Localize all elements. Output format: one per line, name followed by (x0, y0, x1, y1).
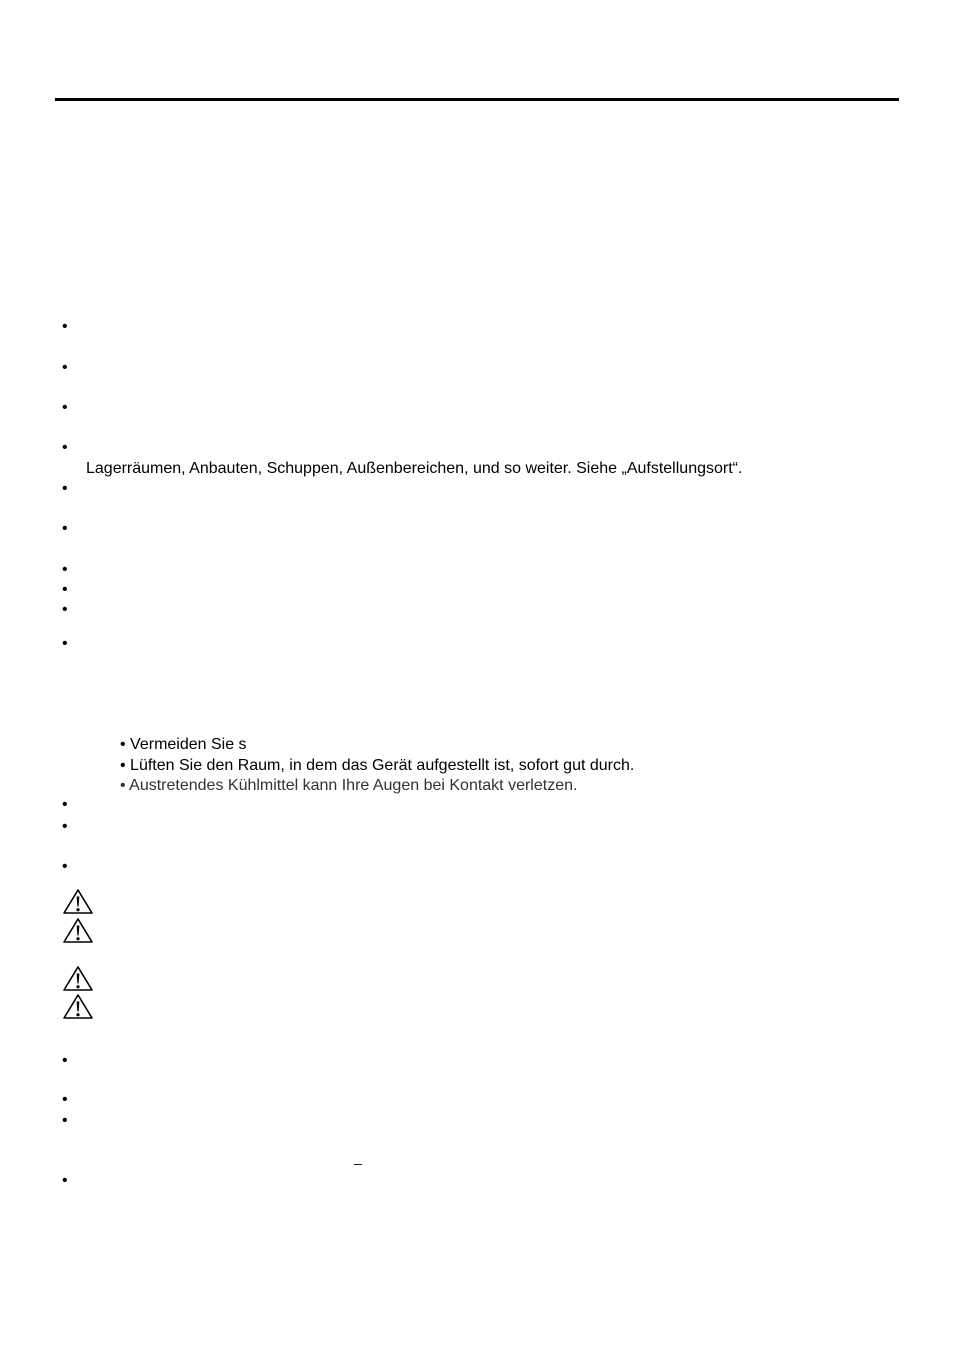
bullet: • (62, 858, 68, 875)
warning-triangle-icon (62, 965, 94, 992)
bullet: • (62, 359, 68, 376)
bullet: • (62, 520, 68, 537)
bullet: • (62, 480, 68, 497)
bullet: • (62, 1091, 68, 1108)
refrigerant-item-3: • Austretendes Kühlmittel kann Ihre Augen bei Kontakt verletzen. (120, 777, 578, 794)
bullet: • (62, 635, 68, 652)
bullet: • (62, 561, 68, 578)
bullet: • (62, 581, 68, 598)
bullet: • (62, 796, 68, 813)
bullet: • (62, 818, 68, 835)
text-storage-areas: Lagerräumen, Anbauten, Schuppen, Außenbereichen, und so weiter. Siehe „Aufstellungsort“. (86, 460, 743, 477)
bullet: • (62, 439, 68, 456)
warning-triangle-icon (62, 917, 94, 944)
bullet: • (62, 1112, 68, 1129)
bullet: • (62, 601, 68, 618)
bullet: • (62, 1172, 68, 1189)
header-rule (55, 98, 899, 101)
refrigerant-item-1: • Vermeiden Sie s (120, 736, 247, 753)
bullet: • (62, 1052, 68, 1069)
warning-triangle-icon (62, 888, 94, 915)
bullet: • (62, 399, 68, 416)
dash-mark: _ (354, 1149, 362, 1165)
refrigerant-item-2: • Lüften Sie den Raum, in dem das Gerät aufgestellt ist, sofort gut durch. (120, 757, 635, 774)
bullet: • (62, 318, 68, 335)
warning-triangle-icon (62, 993, 94, 1020)
